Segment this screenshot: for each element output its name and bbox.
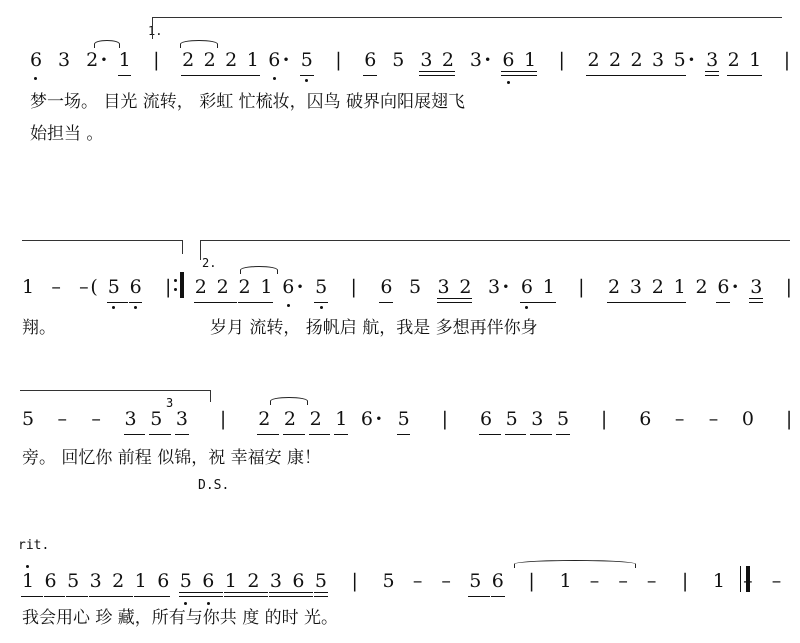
note-digit: 6	[360, 408, 374, 430]
dash-extension: –	[91, 408, 101, 430]
tie-5	[514, 560, 636, 568]
dash-extension: –	[674, 408, 685, 430]
lyrics-system-1-line-2: 始担当 。	[30, 124, 104, 144]
note-digit: 5	[469, 570, 482, 592]
note-digit: 2	[216, 276, 229, 298]
barline: |	[153, 49, 160, 71]
note-digit: 2	[194, 276, 207, 298]
note-digit: 1	[260, 276, 273, 298]
note-digit: 5	[556, 408, 570, 430]
note-digit: 2	[247, 570, 260, 592]
note-digit: 3	[629, 276, 642, 298]
note-digit: 2	[203, 49, 216, 71]
note-digit: 1	[712, 570, 725, 592]
note-digit: 2	[608, 49, 622, 71]
barline: |	[351, 570, 358, 592]
notes-system-4	[22, 566, 782, 592]
note-digit: 5	[392, 49, 405, 71]
note-digit: 5	[300, 49, 313, 71]
note-digit: ·	[688, 49, 695, 71]
note-digit: 1	[134, 570, 147, 592]
notes-system-3	[22, 404, 792, 430]
note-digit: 5	[179, 570, 192, 592]
note-digit: 2	[309, 408, 322, 430]
note-digit: 5	[505, 408, 518, 430]
final-barline	[746, 566, 750, 592]
ds-marking: D.S.	[198, 478, 230, 493]
note-digit: 2	[225, 49, 238, 71]
note-digit: 2	[587, 49, 600, 71]
note-digit: 6	[717, 276, 730, 298]
final-barline-thin	[740, 566, 741, 592]
note-digit: 3	[175, 408, 188, 430]
triplet-label: 3	[166, 396, 174, 410]
note-digit: 0	[741, 408, 754, 430]
note-digit: 6	[129, 276, 142, 298]
note-digit: 3	[531, 408, 544, 430]
note-digit: 3	[437, 276, 450, 298]
note-digit: 6	[292, 570, 305, 592]
note-digit: 3	[652, 49, 665, 71]
dash-extension: –	[51, 276, 61, 298]
dash-extension: –	[441, 570, 451, 592]
note-digit: 5	[382, 570, 395, 592]
lyrics-system-2-part-1: 翔。	[22, 318, 56, 338]
dash-extension: –	[771, 570, 782, 592]
note-digit: 3	[469, 49, 482, 71]
notes-system-2	[22, 272, 792, 298]
note-digit: 1	[559, 570, 572, 592]
note-digit: 1	[523, 49, 537, 71]
note-digit: 1	[749, 49, 762, 71]
volta-2-label: 2.	[202, 256, 217, 270]
tie-1	[94, 40, 120, 48]
triplet-bracket	[20, 390, 210, 391]
volta-2-bracket	[200, 240, 790, 241]
volta-1-bracket	[152, 17, 782, 18]
note-digit: 1	[224, 570, 237, 592]
dash-extension: –	[589, 570, 600, 592]
note-digit: ·	[731, 276, 739, 298]
barline: |	[578, 276, 585, 298]
note-digit: 6	[520, 276, 533, 298]
note-digit: ·	[100, 49, 108, 71]
note-digit: 5	[150, 408, 163, 430]
note-digit: 3	[269, 570, 282, 592]
note-digit: 5	[315, 276, 328, 298]
note-digit: 3	[58, 49, 71, 71]
lyrics-system-4: 我会用心 珍 藏，所有与你共 度 的时 光。	[22, 608, 339, 628]
dash-extension: –	[412, 570, 423, 592]
note-digit: 3	[488, 276, 501, 298]
dash-extension: –	[743, 570, 753, 592]
note-digit: 1	[118, 49, 131, 71]
note-digit: 2	[441, 49, 454, 71]
note-digit: 2	[695, 276, 708, 298]
tie-2	[180, 40, 218, 48]
note-digit: 6	[479, 408, 493, 430]
barline: |	[783, 49, 791, 71]
rit-marking: rit.	[18, 538, 50, 553]
note-digit: 1	[673, 276, 686, 298]
note-digit: 2	[258, 408, 271, 430]
barline: |	[441, 408, 448, 430]
barline: |	[164, 276, 172, 298]
notes-system-1	[30, 45, 790, 71]
note-digit: ·	[282, 49, 290, 71]
lyrics-system-1-line-1: 梦一场。 目光 流转， 彩虹 忙梳妆，囚鸟 破界向阳展翅飞	[30, 92, 466, 112]
note-digit: 1	[246, 49, 259, 71]
barline: |	[681, 570, 689, 592]
triplet-bracket-end	[210, 390, 211, 402]
volta-1-bracket-left	[152, 17, 153, 39]
note-digit: 6	[639, 408, 652, 430]
barline: |	[785, 408, 793, 430]
volta-2-bracket-left	[200, 240, 201, 260]
volta-1-continuation	[22, 240, 182, 241]
note-digit: 5	[397, 408, 410, 430]
lyrics-system-2-part-2: 岁月 流转， 扬帆启 航，我是 多想再伴你身	[210, 318, 538, 338]
barline: |	[600, 408, 608, 430]
note-digit: 2	[459, 276, 472, 298]
note-digit: 6	[268, 49, 281, 71]
dash-extension: –	[79, 276, 89, 298]
barline: |	[350, 276, 357, 298]
note-digit: 6	[202, 570, 215, 592]
note-digit: 3	[750, 276, 763, 298]
barline: |	[219, 408, 227, 430]
note-digit: 6	[491, 570, 504, 592]
note-digit: ·	[484, 49, 492, 71]
note-digit: (	[90, 276, 98, 298]
note-digit: 2	[630, 49, 643, 71]
dash-extension: –	[57, 408, 68, 430]
note-digit: 2	[651, 276, 664, 298]
note-digit: 1	[22, 276, 35, 298]
note-digit: 5	[22, 408, 35, 430]
dash-extension: –	[646, 570, 657, 592]
note-digit: 2	[283, 408, 296, 430]
note-digit: 2	[607, 276, 621, 298]
repeat-dots	[174, 279, 177, 291]
note-digit: 6	[157, 570, 170, 592]
note-digit: 6	[30, 49, 43, 71]
note-digit: ·	[502, 276, 510, 298]
tie-4	[270, 397, 308, 405]
note-digit: 6	[502, 49, 515, 71]
note-digit: 3	[124, 408, 137, 430]
note-digit: 6	[282, 276, 295, 298]
note-digit: 5	[107, 276, 120, 298]
note-digit: 6	[364, 49, 377, 71]
barline: |	[528, 570, 535, 592]
note-digit: ·	[296, 276, 304, 298]
note-digit: 1	[335, 408, 348, 430]
barline: |	[558, 49, 565, 71]
dash-extension: –	[708, 408, 719, 430]
repeat-end-barline	[180, 272, 184, 298]
note-digit: 1	[22, 570, 35, 592]
note-digit: 2	[182, 49, 195, 71]
note-digit: 5	[408, 276, 422, 298]
note-digit: ·	[375, 408, 383, 430]
note-digit: 6	[380, 276, 393, 298]
tie-3	[240, 266, 278, 274]
note-digit: 2	[238, 276, 251, 298]
note-digit: 5	[673, 49, 686, 71]
dash-extension: –	[618, 570, 628, 592]
lyrics-system-3: 旁。 回忆你 前程 似锦，祝 幸福安 康！	[22, 448, 322, 468]
note-digit: 5	[67, 570, 80, 592]
barline: |	[335, 49, 342, 71]
note-digit: 3	[89, 570, 102, 592]
note-digit: 5	[314, 570, 327, 592]
note-digit: 2	[86, 49, 99, 71]
note-digit: 3	[420, 49, 433, 71]
volta-1-label: 1.	[148, 24, 163, 38]
volta-1-bracket-end	[182, 240, 183, 254]
note-digit: 2	[727, 49, 740, 71]
note-digit: 2	[112, 570, 125, 592]
note-digit: 1	[542, 276, 555, 298]
note-digit: 3	[706, 49, 719, 71]
note-digit: 6	[44, 570, 57, 592]
barline: |	[785, 276, 792, 298]
